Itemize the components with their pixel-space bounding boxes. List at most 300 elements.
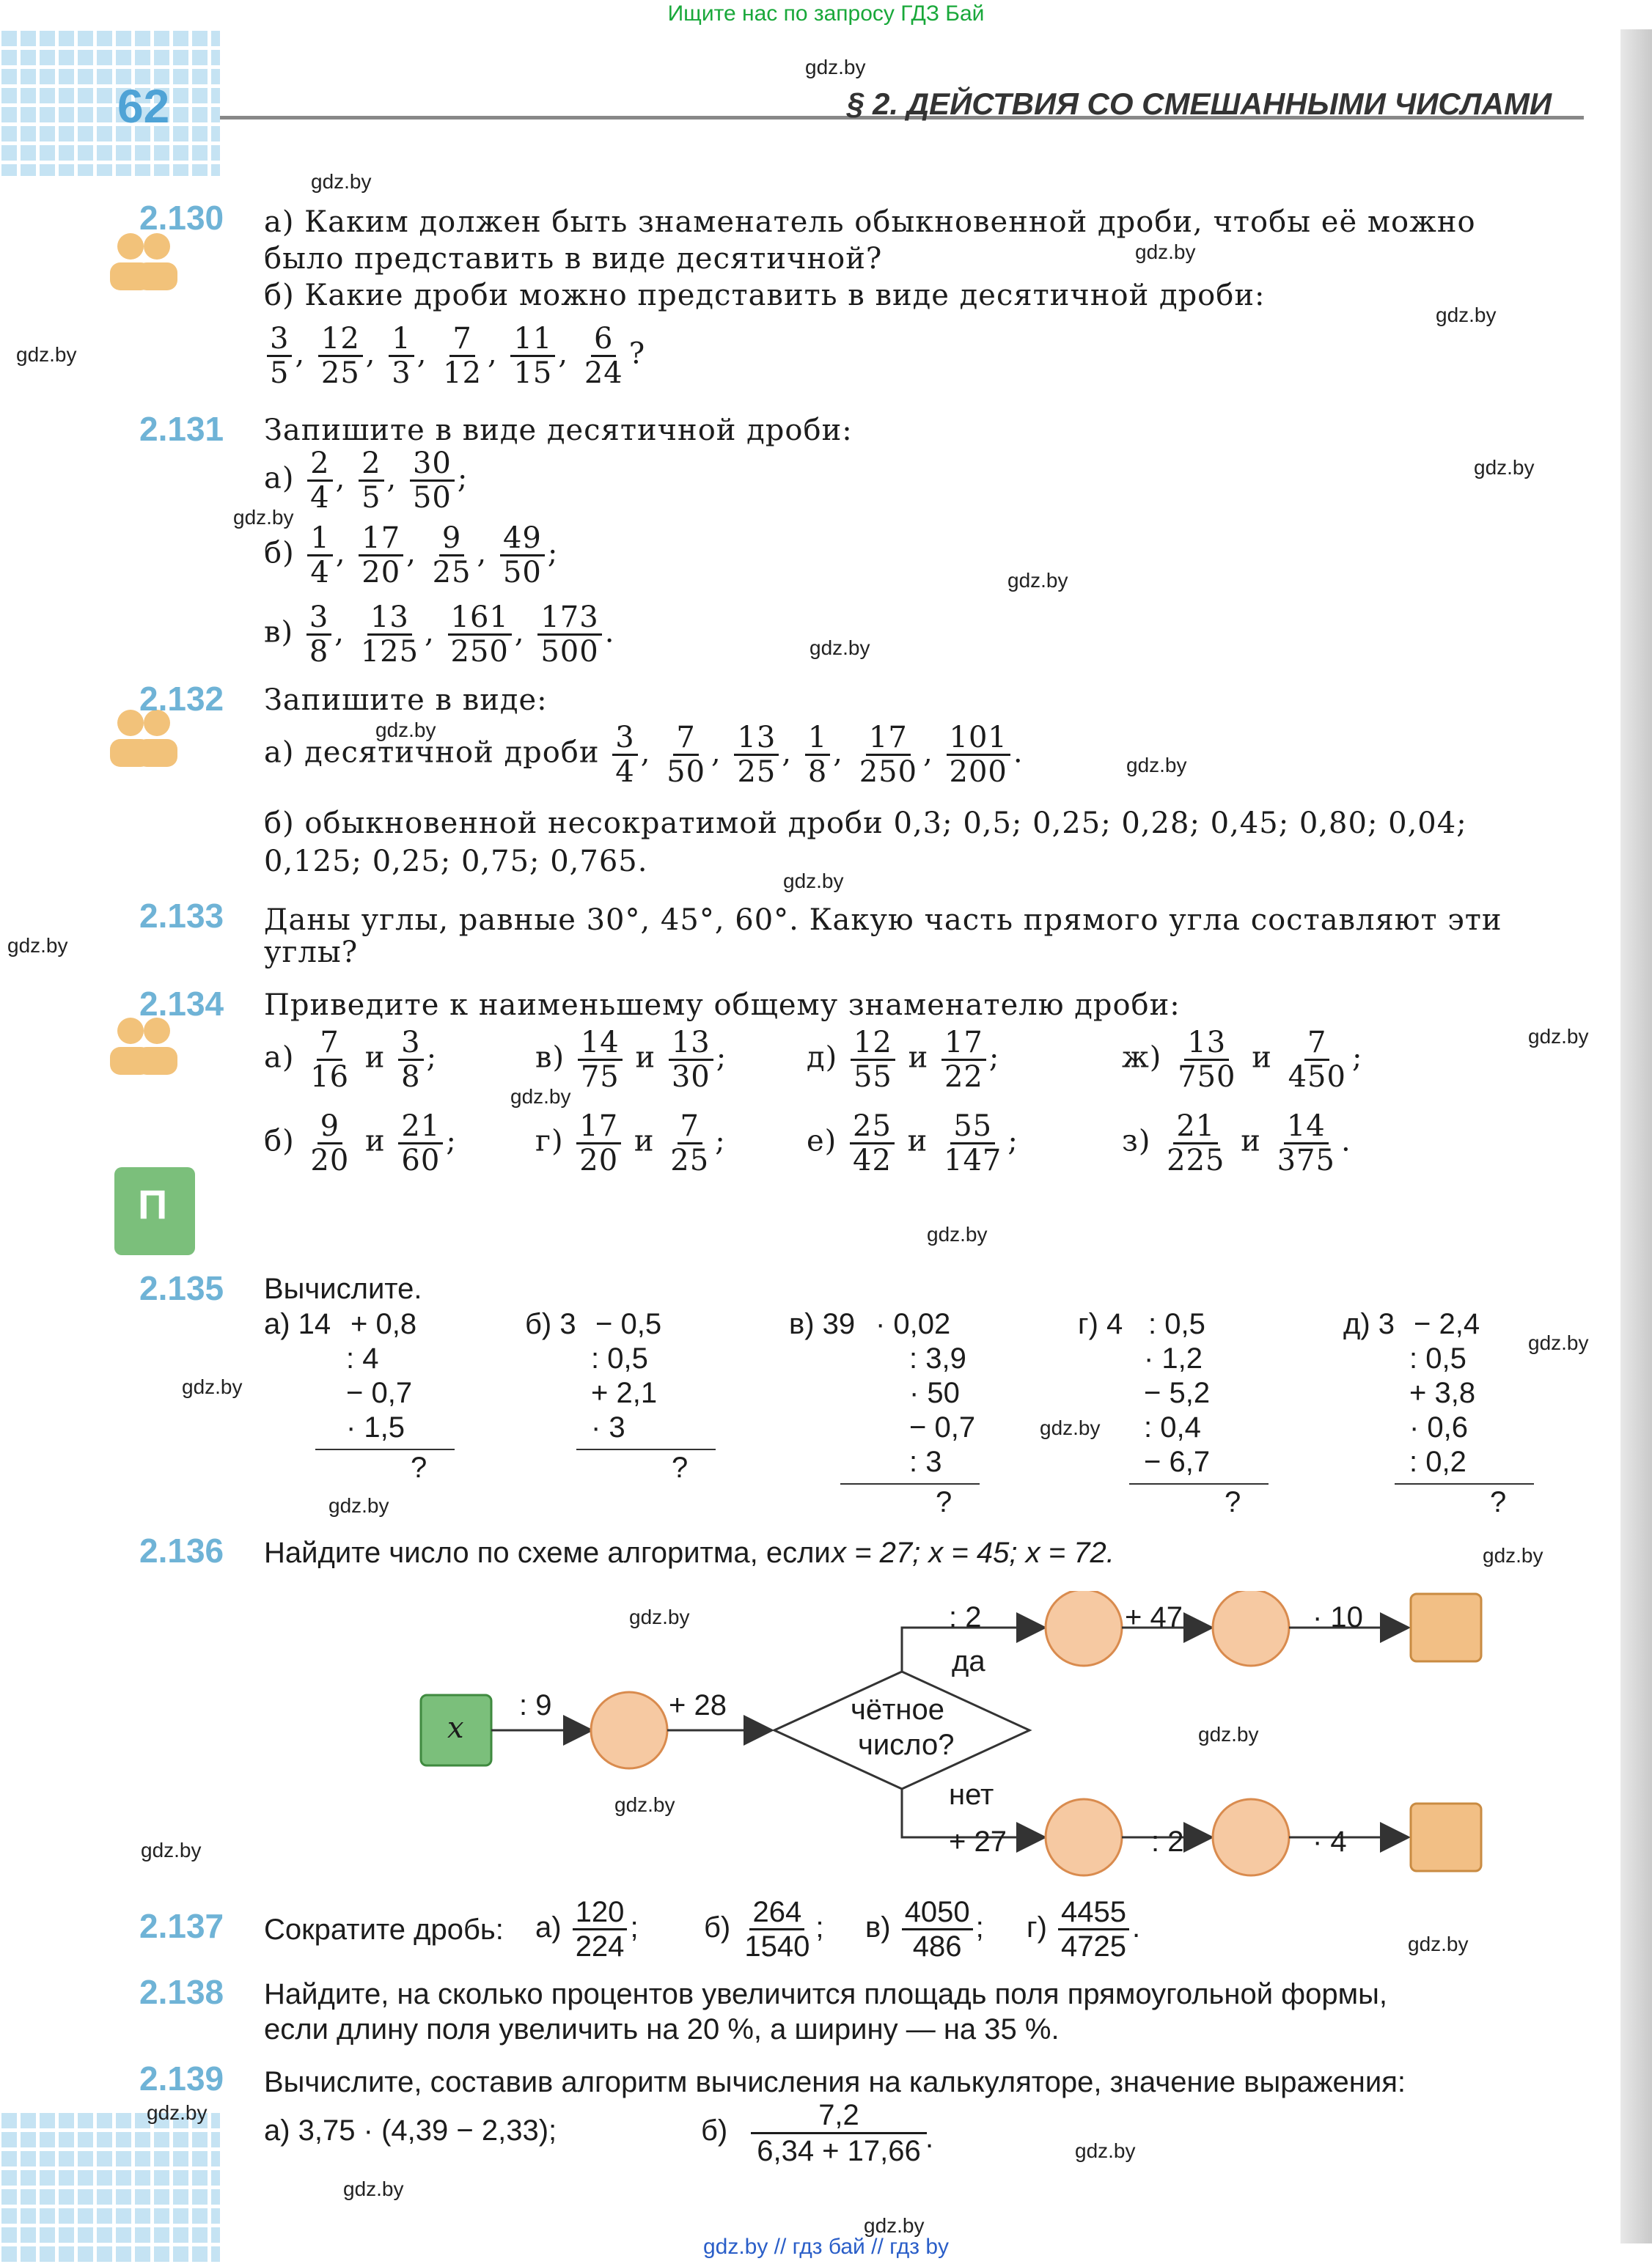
- flow-op: : 2: [1151, 1826, 1184, 1858]
- separator: ,: [425, 615, 445, 650]
- fraction-denominator: 25: [670, 1144, 710, 1177]
- fraction: [389, 323, 414, 389]
- problem-text: Вычислите, составив алгоритм вычисления на калькуляторе, значение выражения:: [264, 2066, 1406, 2098]
- fraction-numerator: 3: [306, 601, 331, 636]
- separator: ;: [716, 1040, 727, 1075]
- fraction-numerator: 7: [449, 323, 474, 357]
- fraction-list: [264, 601, 614, 668]
- fraction-numerator: 11: [510, 323, 555, 357]
- expression-b-fraction: [751, 2098, 927, 2168]
- result-square: [1411, 1594, 1481, 1661]
- expression-b-label: б): [701, 2114, 728, 2147]
- chain-result: ?: [672, 1452, 689, 1484]
- problem-text: Сократите дробь:: [264, 1914, 504, 1946]
- problem-number: 2.131: [139, 410, 224, 448]
- problem-text: Вычислите.: [264, 1273, 422, 1305]
- fraction: [358, 601, 422, 668]
- watermark: gdz.by: [147, 2101, 208, 2124]
- problem-text: если длину поля увеличить на 20 %, а ширину — на 35 %.: [264, 2013, 1060, 2046]
- fraction-denominator: 8: [807, 755, 828, 789]
- chain-op: + 0,8: [350, 1308, 417, 1340]
- fraction: [410, 447, 455, 514]
- fraction: [307, 1026, 352, 1093]
- fraction-numerator: 2: [307, 447, 332, 482]
- problem-text: было представить в виде десятичной?: [264, 242, 883, 276]
- separator: ,: [406, 536, 427, 570]
- fraction-numerator: 3: [612, 721, 637, 756]
- separator: и: [1241, 1040, 1282, 1075]
- fraction: [430, 522, 474, 589]
- page-number: 62: [117, 80, 170, 133]
- chain-result: ?: [411, 1452, 427, 1484]
- fraction-list: [264, 721, 1024, 788]
- watermark: gdz.by: [233, 506, 294, 529]
- fraction: [307, 1110, 352, 1177]
- fraction: [576, 1110, 621, 1177]
- fraction-item: [704, 1896, 823, 1963]
- chain-op: : 4: [346, 1342, 379, 1375]
- problem-number: 2.133: [139, 897, 224, 935]
- watermark: gdz.by: [1198, 1723, 1259, 1746]
- flow-no-label: нет: [949, 1779, 994, 1811]
- fraction-denominator: 8: [401, 1060, 421, 1094]
- watermark: gdz.by: [629, 1606, 690, 1628]
- chain-label: а) 14: [264, 1308, 331, 1340]
- flow-x-label: x: [447, 1711, 464, 1745]
- expression-a: а) 3,75 · (4,39 − 2,33);: [264, 2114, 557, 2147]
- flow-op: : 2: [949, 1601, 982, 1633]
- chain-op: · 1,2: [1144, 1342, 1203, 1375]
- problem-number: 2.137: [139, 1907, 224, 1945]
- flow-op: + 28: [669, 1689, 727, 1721]
- fraction-pair: [1122, 1026, 1362, 1093]
- item-label: д): [807, 1040, 848, 1075]
- watermark: gdz.by: [141, 1839, 202, 1861]
- item-label: а) десятичной дроби: [264, 735, 610, 770]
- item-label: б): [264, 536, 305, 570]
- separator: ,: [711, 735, 732, 770]
- fraction-numerator: 4050: [902, 1896, 973, 1930]
- puzzle-badge-label: П: [138, 1181, 168, 1227]
- fraction: [947, 721, 1010, 788]
- fraction-denominator: 20: [579, 1144, 619, 1177]
- separator: и: [624, 1124, 665, 1158]
- item-label: в): [865, 1911, 899, 1944]
- fraction: [734, 721, 779, 788]
- fraction: [669, 1026, 713, 1093]
- fraction-numerator: 3: [398, 1026, 423, 1061]
- fraction-denominator: 6,34 + 17,66: [757, 2135, 921, 2167]
- problem-number: 2.138: [139, 1973, 224, 2011]
- separator: ;: [446, 1124, 457, 1158]
- fraction-numerator: 9: [317, 1110, 342, 1144]
- fraction-pair: [535, 1026, 727, 1093]
- item-label: г): [1027, 1911, 1056, 1944]
- flow-circle: [1046, 1591, 1122, 1666]
- watermark: gdz.by: [1528, 1025, 1589, 1048]
- watermark: gdz.by: [510, 1085, 571, 1108]
- separator: ,: [416, 337, 438, 371]
- separator: ;: [1007, 1124, 1018, 1158]
- fraction-numerator: 1: [307, 522, 332, 556]
- decision-text: чётное: [851, 1694, 944, 1726]
- watermark: gdz.by: [7, 934, 68, 957]
- separator: и: [897, 1040, 939, 1075]
- fraction-denominator: 25: [320, 356, 360, 390]
- fraction-denominator: 20: [310, 1144, 350, 1177]
- watermark: gdz.by: [343, 2177, 404, 2200]
- watermark: gdz.by: [1040, 1416, 1101, 1439]
- fraction-denominator: 450: [1288, 1060, 1346, 1094]
- fraction: [307, 522, 332, 589]
- fraction: [359, 447, 383, 514]
- chain-op: − 0,7: [346, 1377, 413, 1409]
- flow-yes-label: да: [952, 1645, 985, 1677]
- watermark: gdz.by: [1007, 569, 1068, 592]
- fraction-numerator: 7,2: [751, 2098, 927, 2134]
- fraction: [318, 323, 363, 389]
- fraction-denominator: 12: [443, 356, 482, 390]
- watermark: gdz.by: [805, 56, 866, 78]
- separator: ,: [833, 735, 853, 770]
- chain-label: г) 4: [1078, 1308, 1123, 1340]
- fraction-numerator: 17: [359, 522, 403, 556]
- problem-text: Запишите в виде:: [264, 683, 548, 717]
- problem-text: Даны углы, равные 30°, 45°, 60°. Какую часть прямого угла составляют эти: [264, 903, 1502, 937]
- item-label: в): [264, 615, 304, 650]
- flow-op: · 4: [1313, 1826, 1347, 1858]
- fraction-denominator: 225: [1167, 1144, 1225, 1177]
- fraction-list: [264, 323, 645, 389]
- chain-op: : 0,5: [591, 1342, 648, 1375]
- fraction-denominator: 15: [513, 356, 553, 390]
- fraction-numerator: 264: [749, 1896, 804, 1930]
- flow-op: + 47: [1125, 1601, 1183, 1633]
- separator: ,: [514, 615, 535, 650]
- fraction: [500, 522, 545, 589]
- chain-result: ?: [1225, 1486, 1241, 1518]
- separator: ,: [923, 735, 944, 770]
- chain-op: − 0,5: [595, 1308, 662, 1340]
- flow-circle: [1046, 1799, 1122, 1875]
- separator: ,: [335, 461, 356, 496]
- fraction-denominator: 4725: [1061, 1930, 1127, 1963]
- fraction-numerator: 1: [805, 721, 830, 756]
- fraction-numerator: 7: [1304, 1026, 1329, 1061]
- problem-text: углы?: [264, 936, 359, 969]
- separator: ;: [988, 1040, 1000, 1075]
- chain-op: : 3,9: [909, 1342, 966, 1375]
- separator: .: [1013, 735, 1024, 770]
- watermark: gdz.by: [375, 718, 436, 741]
- item-label: в): [535, 1040, 575, 1075]
- fraction-numerator: 13: [669, 1026, 713, 1061]
- chain-op: : 0,5: [1409, 1342, 1466, 1375]
- watermark: gdz.by: [783, 870, 844, 892]
- watermark: gdz.by: [1436, 304, 1497, 326]
- fraction-pair: [807, 1110, 1018, 1177]
- item-label: б): [264, 1124, 305, 1158]
- separator: .: [604, 615, 615, 650]
- problem-text: а) Каким должен быть знаменатель обыкновенной дроби, чтобы её можно: [264, 205, 1476, 239]
- separator: ,: [782, 735, 802, 770]
- fraction-numerator: 7: [673, 721, 698, 756]
- problem-number: 2.132: [139, 680, 224, 718]
- fraction: [448, 601, 512, 668]
- separator: ;: [547, 536, 559, 570]
- fraction-denominator: 20: [361, 556, 401, 589]
- item-label: а): [535, 1911, 570, 1944]
- flow-op: : 9: [519, 1689, 552, 1721]
- watermark: gdz.by: [1528, 1331, 1589, 1354]
- fraction: [856, 721, 920, 788]
- fraction-pair: [1122, 1110, 1351, 1177]
- separator: и: [897, 1124, 938, 1158]
- problem-text: Запишите в виде десятичной дроби:: [264, 414, 853, 447]
- fraction-denominator: 3: [392, 356, 411, 390]
- fraction: [573, 1896, 628, 1963]
- fraction: [578, 1026, 623, 1093]
- watermark: gdz.by: [1474, 456, 1535, 479]
- chain-op: · 3: [591, 1411, 625, 1444]
- chain-op: + 2,1: [591, 1377, 658, 1409]
- problem-text: б) Какие дроби можно представить в виде десятичной дроби:: [264, 279, 1266, 312]
- top-banner[interactable]: Ищите нас по запросу ГДЗ Бай: [667, 1, 985, 26]
- bottom-banner[interactable]: gdz.by // гдз бай // гдз by: [702, 2235, 950, 2259]
- separator: ,: [295, 337, 315, 371]
- chain-op: : 0,2: [1409, 1446, 1466, 1478]
- item-label: з): [1122, 1124, 1161, 1158]
- fraction-item: [865, 1896, 984, 1963]
- flow-op: + 27: [949, 1826, 1007, 1858]
- watermark: gdz.by: [16, 343, 77, 366]
- fraction-numerator: 3: [267, 323, 292, 357]
- fraction-denominator: 60: [401, 1144, 441, 1177]
- chain-op: : 3: [909, 1446, 942, 1478]
- chain-op: : 0,5: [1148, 1308, 1205, 1340]
- chain-label: в) 39: [789, 1308, 856, 1340]
- separator: ,: [477, 536, 497, 570]
- fraction-numerator: 17: [576, 1110, 621, 1144]
- fraction-denominator: 125: [360, 635, 419, 669]
- fraction-denominator: 375: [1277, 1144, 1335, 1177]
- problem-number: 2.139: [139, 2059, 224, 2098]
- separator: ;: [457, 461, 469, 496]
- fraction-denominator: 224: [575, 1930, 625, 1963]
- section-title: § 2. ДЕЙСТВИЯ СО СМЕШАННЫМИ ЧИСЛАМИ: [847, 87, 1552, 121]
- fraction-numerator: 17: [866, 721, 911, 756]
- fraction-numerator: 120: [573, 1896, 628, 1930]
- separator: и: [355, 1124, 396, 1158]
- separator: ;: [426, 1040, 438, 1075]
- problem-number: 2.136: [139, 1532, 224, 1570]
- fraction-pair: [535, 1110, 726, 1177]
- fraction-numerator: 21: [1173, 1110, 1218, 1144]
- fraction: [664, 721, 708, 788]
- chain-bar: [315, 1449, 455, 1450]
- fraction-numerator: 1: [389, 323, 414, 357]
- fraction-numerator: 4455: [1058, 1896, 1129, 1930]
- watermark: gdz.by: [1483, 1544, 1543, 1567]
- item-label: а): [264, 1040, 305, 1075]
- watermark: gdz.by: [182, 1375, 243, 1398]
- fraction-pair: [264, 1026, 437, 1093]
- separator: ,: [386, 461, 407, 496]
- separator: ,: [335, 536, 356, 570]
- fraction-numerator: 7: [678, 1110, 702, 1144]
- chain-label: д) 3: [1343, 1308, 1395, 1340]
- problem-text: б) обыкновенной несократимой дроби 0,3; 0,5; 0,25; 0,28; 0,45; 0,80; 0,04;: [264, 806, 1467, 840]
- watermark: gdz.by: [1135, 240, 1196, 263]
- watermark: gdz.by: [810, 636, 870, 659]
- fraction: [359, 522, 403, 589]
- problem-text: Приведите к наименьшему общему знаменателю дроби:: [264, 988, 1181, 1022]
- fraction: [741, 1896, 812, 1963]
- fraction: [306, 601, 331, 668]
- separator: ,: [334, 615, 355, 650]
- fraction-denominator: 200: [949, 755, 1007, 789]
- fraction-denominator: 147: [944, 1144, 1002, 1177]
- fraction: [307, 447, 332, 514]
- watermark: gdz.by: [1408, 1933, 1469, 1955]
- fraction-numerator: 2: [359, 447, 383, 482]
- chain-op: : 0,4: [1144, 1411, 1201, 1444]
- fraction: [398, 1110, 443, 1177]
- chain-op: · 1,5: [346, 1411, 405, 1444]
- fraction-numerator: 49: [500, 522, 545, 556]
- separator: ?: [628, 337, 646, 371]
- fraction: [941, 1110, 1005, 1177]
- fraction-denominator: 50: [412, 481, 452, 515]
- problem-conditions: x = 27; x = 45; x = 72.: [831, 1537, 1115, 1569]
- fraction-pair: [264, 1110, 457, 1177]
- fraction-numerator: 12: [851, 1026, 895, 1061]
- fraction-numerator: 13: [367, 601, 412, 636]
- fraction-denominator: 486: [912, 1930, 962, 1963]
- item-label: г): [535, 1124, 574, 1158]
- separator: ,: [558, 337, 579, 371]
- fraction-denominator: 30: [671, 1060, 711, 1094]
- chain-op: + 3,8: [1409, 1377, 1476, 1409]
- problem-number: 2.130: [139, 199, 224, 237]
- fraction-numerator: 25: [850, 1110, 895, 1144]
- fraction-denominator: 250: [859, 755, 918, 789]
- fraction-denominator: 500: [540, 635, 599, 669]
- fraction: [1285, 1026, 1349, 1093]
- chain-bar: [1129, 1483, 1269, 1485]
- fraction: [667, 1110, 712, 1177]
- separator: ;: [630, 1911, 639, 1944]
- separator: ;: [815, 1911, 824, 1944]
- problem-text: 0,125; 0,25; 0,75; 0,765.: [264, 845, 648, 878]
- chain-result: ?: [1490, 1486, 1507, 1518]
- fraction-numerator: 12: [318, 323, 363, 357]
- separator: и: [625, 1040, 666, 1075]
- fraction-list: [264, 447, 468, 514]
- fraction-denominator: 25: [432, 556, 471, 589]
- fraction: [581, 323, 626, 389]
- item-label: е): [807, 1124, 847, 1158]
- fraction-denominator: 25: [737, 755, 777, 789]
- chain-result: ?: [936, 1486, 952, 1518]
- item-label: а): [264, 461, 305, 496]
- fraction-denominator: 4: [615, 755, 635, 789]
- fraction-denominator: 50: [667, 755, 706, 789]
- item-label: б): [704, 1911, 739, 1944]
- fraction: [537, 601, 601, 668]
- separator: ;: [975, 1911, 984, 1944]
- fraction: [1274, 1110, 1338, 1177]
- watermark: gdz.by: [328, 1494, 389, 1517]
- chain-op: − 0,7: [909, 1411, 976, 1444]
- fraction-numerator: 13: [1184, 1026, 1229, 1061]
- fraction-numerator: 7: [317, 1026, 342, 1061]
- fraction: [902, 1896, 973, 1963]
- fraction-denominator: 16: [310, 1060, 350, 1094]
- chain-bar: [840, 1483, 980, 1485]
- fraction: [851, 1026, 895, 1093]
- problem-number: 2.134: [139, 985, 224, 1023]
- result-square: [1411, 1804, 1481, 1871]
- chain-bar: [1395, 1483, 1534, 1485]
- flow-op: · 10: [1313, 1601, 1363, 1633]
- fraction-denominator: 4: [310, 481, 330, 515]
- fraction-numerator: 30: [410, 447, 455, 482]
- separator: и: [355, 1040, 396, 1075]
- fraction-numerator: 161: [448, 601, 512, 636]
- fraction: [510, 323, 555, 389]
- fraction-denominator: 4: [310, 556, 330, 589]
- fraction: [941, 1026, 986, 1093]
- separator: ;: [1351, 1040, 1363, 1075]
- fraction-denominator: 50: [502, 556, 542, 589]
- fraction-numerator: 14: [578, 1026, 623, 1061]
- fraction: [850, 1110, 895, 1177]
- flow-circle: [1213, 1799, 1289, 1875]
- fraction: [1058, 1896, 1129, 1963]
- watermark: gdz.by: [1126, 754, 1187, 776]
- fraction-denominator: 22: [944, 1060, 983, 1094]
- fraction-numerator: 17: [941, 1026, 986, 1061]
- fraction: [267, 323, 292, 389]
- separator: .: [1132, 1911, 1141, 1944]
- decision-text: число?: [858, 1729, 955, 1761]
- watermark: gdz.by: [1075, 2139, 1136, 2162]
- fraction-numerator: 6: [591, 323, 616, 357]
- separator: ,: [365, 337, 386, 371]
- fraction-denominator: 5: [270, 356, 290, 390]
- fraction-numerator: 101: [947, 721, 1010, 756]
- fraction-denominator: 55: [853, 1060, 892, 1094]
- chain-op: · 50: [909, 1377, 960, 1409]
- fraction-denominator: 250: [450, 635, 509, 669]
- fraction-numerator: 21: [398, 1110, 443, 1144]
- fraction-list: [264, 522, 558, 589]
- page-shadow: [1620, 29, 1652, 2243]
- fraction-numerator: 14: [1284, 1110, 1329, 1144]
- fraction-numerator: 9: [439, 522, 464, 556]
- watermark: gdz.by: [864, 2214, 925, 2237]
- problem-text: Найдите число по схеме алгоритма, если: [264, 1537, 831, 1569]
- fraction-numerator: 173: [537, 601, 601, 636]
- watermark: gdz.by: [927, 1223, 988, 1246]
- fraction-pair: [807, 1026, 999, 1093]
- fraction: [612, 721, 637, 788]
- separator: ,: [488, 337, 508, 371]
- separator: и: [1230, 1124, 1271, 1158]
- separator: ,: [640, 735, 661, 770]
- fraction-numerator: 13: [734, 721, 779, 756]
